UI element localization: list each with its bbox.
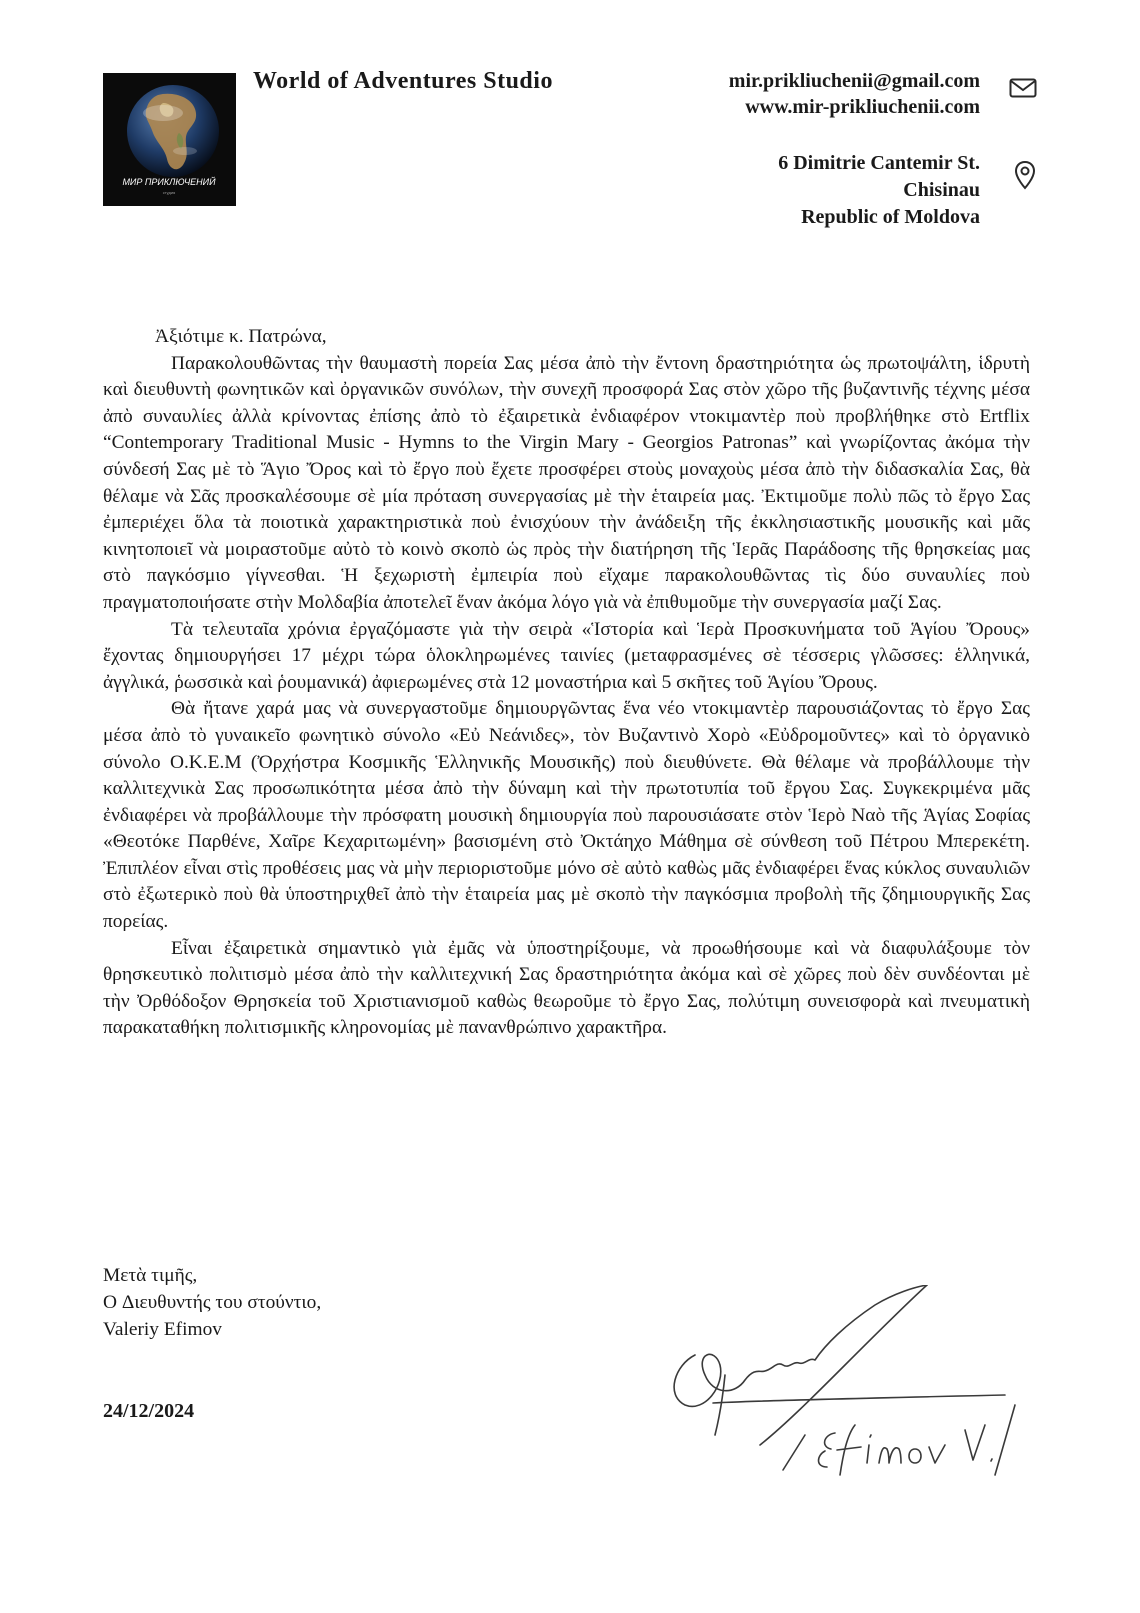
address-street: 6 Dimitrie Cantemir St. (778, 152, 980, 174)
letter-date: 24/12/2024 (103, 1400, 195, 1422)
letter-body (103, 324, 1030, 1042)
studio-logo (103, 73, 236, 206)
logo-subcaption: студия (162, 190, 176, 195)
globe-logo-graphic (103, 73, 236, 206)
letter-paragraph-1: Παρακολουθῶντας τὴν θαυμαστὴ πορεία Σας μέσα ἀπὸ τὴν ἔντονη δραστηριότητα ὡς πρωτοψάλτη, ἱδρυτὴ καὶ διευθυντὴ φωνητικῶν καὶ ὀργανικῶν συνόλων, τὴν συνεχῆ προσφορά Σας στὸν χῶρο τῆς βυζαντινῆς τέχνης μέσα ἀπὸ συναυλίες ἀλλὰ κρίνοντας ἐπίσης ἀπὸ τὸ ἐξαιρετικὰ ἐνδιαφέρον ντοκιμαντὲρ ποὺ προβλήθηκε στὸ Ertflix “Contemporary Traditional Music - Hymns to the Virgin Mary - Georgios Patronas” καὶ γνωρίζοντας ἀκόμα τὴν σύνδεσή Σας μὲ τὸ Ἅγιο Ὄρος καὶ τὸ ἔργο ποὺ ἔχετε προσφέρει στοὺς μοναχοὺς μέσα ἀπὸ τὴν διδασκαλία Σας, θὰ θέλαμε νὰ Σᾶς προσκαλέσουμε σὲ μία πρόταση συνεργασίας μὲ τὴν ἑταιρεία μας. Ἐκτιμοῦμε πολὺ πῶς τὸ ἔργο Σας ἐμπεριέχει ὅλα τὰ ποιοτικὰ χαρακτηριστικὰ ποὺ ἐνισχύουν τὴν ἀνάδειξη τῆς ἐκκλησιαστικῆς μουσικῆς καὶ μᾶς κινητοποιεῖ νὰ μοιραστοῦμε αὐτὸ τὸ κοινὸ σκοπὸ ὡς πρὸς τὴν διατήρηση τῆς Ἱερᾶς Παράδοσης τῆς θρησκείας μας στὸ παγκόσμιο γίγνεσθαι. Ἡ ξεχωριστὴ ἐμπειρία ποὺ εἴχαμε παρακολουθῶντας τὶς δύο συναυλίες ποὺ πραγματοποιήσατε στὴν Μολδαβία ἀποτελεῖ ἕναν ἀκόμα λόγο γιὰ νὰ ἐπιθυμοῦμε τὴν συνεργασία μαζί Σας. (103, 352, 1030, 613)
website-link[interactable]: www.mir-prikliuchenii.com (745, 96, 980, 118)
letter-paragraph-2: Τὰ τελευταῖα χρόνια ἐργαζόμαστε γιὰ τὴν σειρὰ «Ἱστορία καὶ Ἱερὰ Προσκυνήματα τοῦ Ἁγίου Ὄρους» ἔχοντας δημιουργήσει 17 μέχρι τώρα ὁλοκληρωμένες ταινίες (μεταφρασμένες σὲ τέσσερις γλῶσσες: ἑλληνικά, ἀγγλικά, ῥωσσικὰ καὶ ῥουμανικά) ἀφιερωμένες στὰ 12 μοναστήρια καὶ 5 σκῆτες τοῦ Ἁγίου Ὄρους. (103, 618, 1030, 693)
address-city: Chisinau (903, 179, 980, 201)
closing-title: O Διευθυντής του στούντιο, (103, 1292, 322, 1313)
mail-icon (1009, 78, 1037, 103)
map-pin-icon (1014, 160, 1036, 195)
contact-block (729, 68, 980, 120)
handwritten-signature (665, 1285, 1045, 1500)
closing-signatory: Valeriy Efimov (103, 1319, 223, 1340)
letter-paragraph-3: Θὰ ἤτανε χαρά μας νὰ συνεργαστοῦμε δημιουργῶντας ἕνα νέο ντοκιμαντὲρ παρουσιάζοντας τὸ ἔργο Σας μέσα ἀπὸ τὸ γυναικεῖο φωνητικὸ σύνολο «Εὐ Νεάνιδες», τὸν Βυζαντινὸ Χορὸ «Εὐδρομοῦντες» καὶ τὸ ὀργανικὸ σύνολο Ο.Κ.Ε.Μ (Ὀρχήστρα Κοσμικῆς Ἑλληνικῆς Μουσικῆς) ποὺ διευθύνετε. Θὰ θέλαμε νὰ προβάλλουμε τὴν καλλιτεχνικὰ Σας προσωπικότητα μέσα ἀπὸ τὴν δύναμη καὶ τὴν πρωτοτυπία τοῦ ἔργου Σας. Συγκεκριμένα μᾶς ἐνδιαφέρει νὰ προβάλλουμε τὴν πρόσφατη μουσικὴ δημιουργία ποὺ παρουσιάσατε στὸν Ἱερὸ Ναὸ τῆς Ἁγίας Σοφίας «Θεοτόκε Παρθένε, Χαῖρε Κεχαριτωμένη» βασισμένη στὸ Ὀκτάηχο Μάθημα σὲ σύνθεση τοῦ Πέτρου Μπερεκέτη. Ἐπιπλέον εἶναι στὶς προθέσεις μας νὰ μὴν περιοριστοῦμε μόνο σὲ αὐτὸ καθὼς μᾶς ἐνδιαφέρει ἕνας κύκλος συναυλιῶν στὸ ἐξωτερικὸ ποὺ θὰ ὑποστηριχθεῖ ἀπὸ τὴν ἑταιρεία μας μὲ σκοπὸ τὴν παγκόσμια προβολὴ τῆς ζδημιουργικῆς Σας πορείας. (103, 698, 1030, 933)
closing-greeting: Μετὰ τιμῆς, (103, 1265, 198, 1286)
logo-caption: МИР ПРИКЛЮЧЕНИЙ (122, 177, 216, 187)
salutation: Ἀξιότιμε κ. Πατρώνα, (155, 326, 327, 347)
email-address[interactable]: mir.prikliuchenii@gmail.com (728, 70, 980, 92)
closing-block (103, 1262, 321, 1343)
letter-paragraph-4: Εἶναι ἐξαιρετικὰ σημαντικὸ γιὰ ἐμᾶς νὰ ὑποστηρίξουμε, νὰ προωθήσουμε καὶ νὰ διαφυλάξουμε τὸν θρησκευτικὸ πολιτισμὸ μέσα ἀπὸ τὴν καλλιτεχνική Σας δραστηριότητα ἀκόμα καὶ σὲ χῶρες ποὺ δὲν συνδέονται μὲ τὴν Ὀρθόδοξον Θρησκεία τοῦ Χριστιανισμοῦ καθὼς θεωροῦμε τὸ ἔργο Σας, πολύτιμη συνεισφορὰ καὶ πνευματικὴ παρακαταθήκη πολιτισμικῆς κληρονομίας μὲ πανανθρώπινο χαρακτῆρα. (103, 937, 1030, 1039)
studio-name: World of Adventures Studio (253, 68, 553, 94)
address-block (778, 150, 980, 231)
address-country: Republic of Moldova (801, 206, 980, 228)
